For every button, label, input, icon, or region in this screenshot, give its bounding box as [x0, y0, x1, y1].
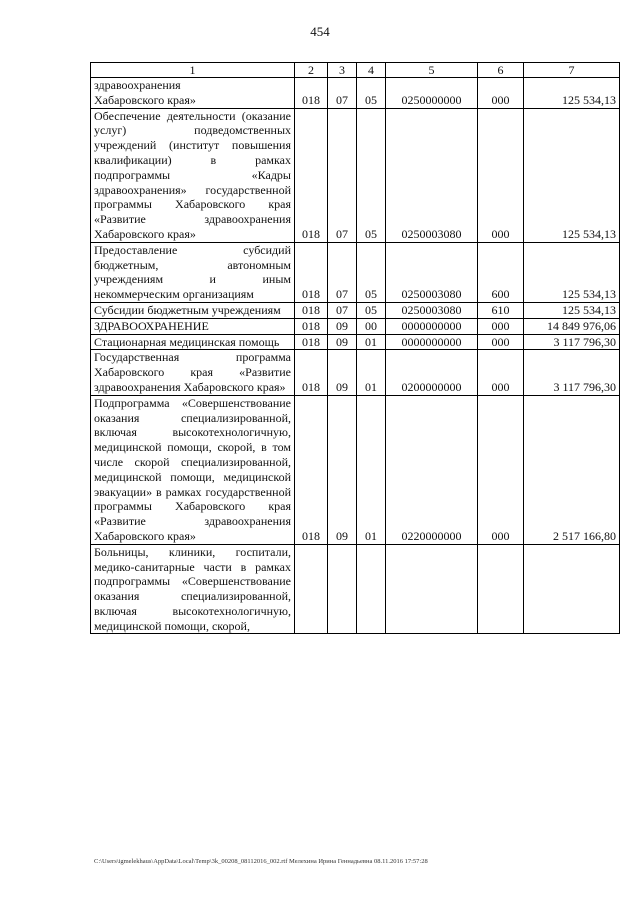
column-header: 7: [524, 63, 620, 78]
table-row: [91, 302, 620, 318]
cell-subsection: 01: [357, 350, 386, 395]
column-header: 3: [328, 63, 357, 78]
cell-expense-type: 000: [478, 334, 524, 350]
table-row: [91, 395, 620, 544]
cell-subsection: 05: [357, 242, 386, 302]
table-row: [91, 108, 620, 242]
cell-expense-type: 600: [478, 242, 524, 302]
cell-target-article: 0000000000: [386, 334, 478, 350]
cell-ministry-code: 018: [295, 334, 328, 350]
row-description: Стационарная медицинская помощь: [91, 334, 295, 350]
cell-section: 07: [328, 302, 357, 318]
cell-target-article: 0250000000: [386, 78, 478, 109]
row-description: Больницы, клиники, госпитали, медико-санитарные части в рамках подпрограммы «Совершенствование оказания специализированной, включая высокотехнологичную, медицинской помощи, скорой,: [91, 544, 295, 634]
cell-subsection: 05: [357, 78, 386, 109]
cell-amount: 125 534,13: [524, 302, 620, 318]
row-description: Предоставление субсидий бюджетным, автономным учреждениям и иным некоммерческим организациям: [91, 242, 295, 302]
column-header: 6: [478, 63, 524, 78]
row-description: Государственная программа Хабаровского края «Развитие здравоохранения Хабаровского края»: [91, 350, 295, 395]
cell-section: 09: [328, 334, 357, 350]
cell-expense-type: 000: [478, 318, 524, 334]
cell-ministry-code: 018: [295, 242, 328, 302]
cell-target-article: 0220000000: [386, 395, 478, 544]
column-header: 2: [295, 63, 328, 78]
column-header: 4: [357, 63, 386, 78]
table-row: [91, 334, 620, 350]
cell-ministry-code: 018: [295, 318, 328, 334]
cell-expense-type: 000: [478, 108, 524, 242]
cell-target-article: 0000000000: [386, 318, 478, 334]
row-description: Подпрограмма «Совершенствование оказания специализированной, включая высокотехнологичную, медицинской помощи, скорой, в том числе скорой специализированной, медицинской помощи, медицинской эвакуации» в рамках государственной программы Хабаровского края «Развитие здравоохранения Хабаровского края»: [91, 395, 295, 544]
page-number: 454: [310, 24, 330, 39]
cell-target-article: 0200000000: [386, 350, 478, 395]
cell-expense-type: 610: [478, 302, 524, 318]
cell-subsection: 05: [357, 108, 386, 242]
row-description: Обеспечение деятельности (оказание услуг) подведомственных учреждений (институт повышения квалификации) в рамках подпрограммы «Кадры здравоохранения» государственной программы Хабаровского края «Развитие здравоохранения Хабаровского края»: [91, 108, 295, 242]
table-header-row: [91, 63, 620, 78]
cell-target-article: 0250003080: [386, 302, 478, 318]
table-row: [91, 350, 620, 395]
cell-amount: 2 517 166,80: [524, 395, 620, 544]
cell-subsection: 00: [357, 318, 386, 334]
table-row: [91, 544, 620, 634]
table-row: [91, 242, 620, 302]
cell-target-article: [386, 544, 478, 634]
cell-expense-type: 000: [478, 78, 524, 109]
column-header: 1: [91, 63, 295, 78]
table-row: [91, 78, 620, 109]
cell-expense-type: 000: [478, 350, 524, 395]
cell-section: 07: [328, 108, 357, 242]
row-description: здравоохранения Хабаровского края»: [91, 78, 295, 109]
table-row: [91, 318, 620, 334]
row-description: ЗДРАВООХРАНЕНИЕ: [91, 318, 295, 334]
cell-ministry-code: 018: [295, 78, 328, 109]
cell-amount: 125 534,13: [524, 242, 620, 302]
cell-amount: [524, 544, 620, 634]
cell-expense-type: [478, 544, 524, 634]
footer-file-path: C:\Users\igmelekhaus\AppData\Local\Temp\3k_00208_08112016_002.rtf Мелехина Ирина Геннадьевна 08.11.2016 17:57:28: [94, 858, 428, 865]
cell-ministry-code: 018: [295, 302, 328, 318]
cell-subsection: 01: [357, 334, 386, 350]
cell-subsection: 01: [357, 395, 386, 544]
cell-amount: 125 534,13: [524, 108, 620, 242]
cell-subsection: 05: [357, 302, 386, 318]
cell-section: 09: [328, 318, 357, 334]
cell-ministry-code: 018: [295, 108, 328, 242]
cell-section: [328, 544, 357, 634]
cell-section: 09: [328, 395, 357, 544]
cell-amount: 3 117 796,30: [524, 334, 620, 350]
cell-target-article: 0250003080: [386, 242, 478, 302]
cell-amount: 3 117 796,30: [524, 350, 620, 395]
cell-subsection: [357, 544, 386, 634]
cell-section: 07: [328, 242, 357, 302]
cell-ministry-code: 018: [295, 350, 328, 395]
cell-ministry-code: [295, 544, 328, 634]
cell-section: 07: [328, 78, 357, 109]
column-header: 5: [386, 63, 478, 78]
row-description: Субсидии бюджетным учреждениям: [91, 302, 295, 318]
cell-amount: 14 849 976,06: [524, 318, 620, 334]
cell-expense-type: 000: [478, 395, 524, 544]
cell-target-article: 0250003080: [386, 108, 478, 242]
cell-amount: 125 534,13: [524, 78, 620, 109]
budget-table: [90, 62, 620, 634]
cell-ministry-code: 018: [295, 395, 328, 544]
cell-section: 09: [328, 350, 357, 395]
